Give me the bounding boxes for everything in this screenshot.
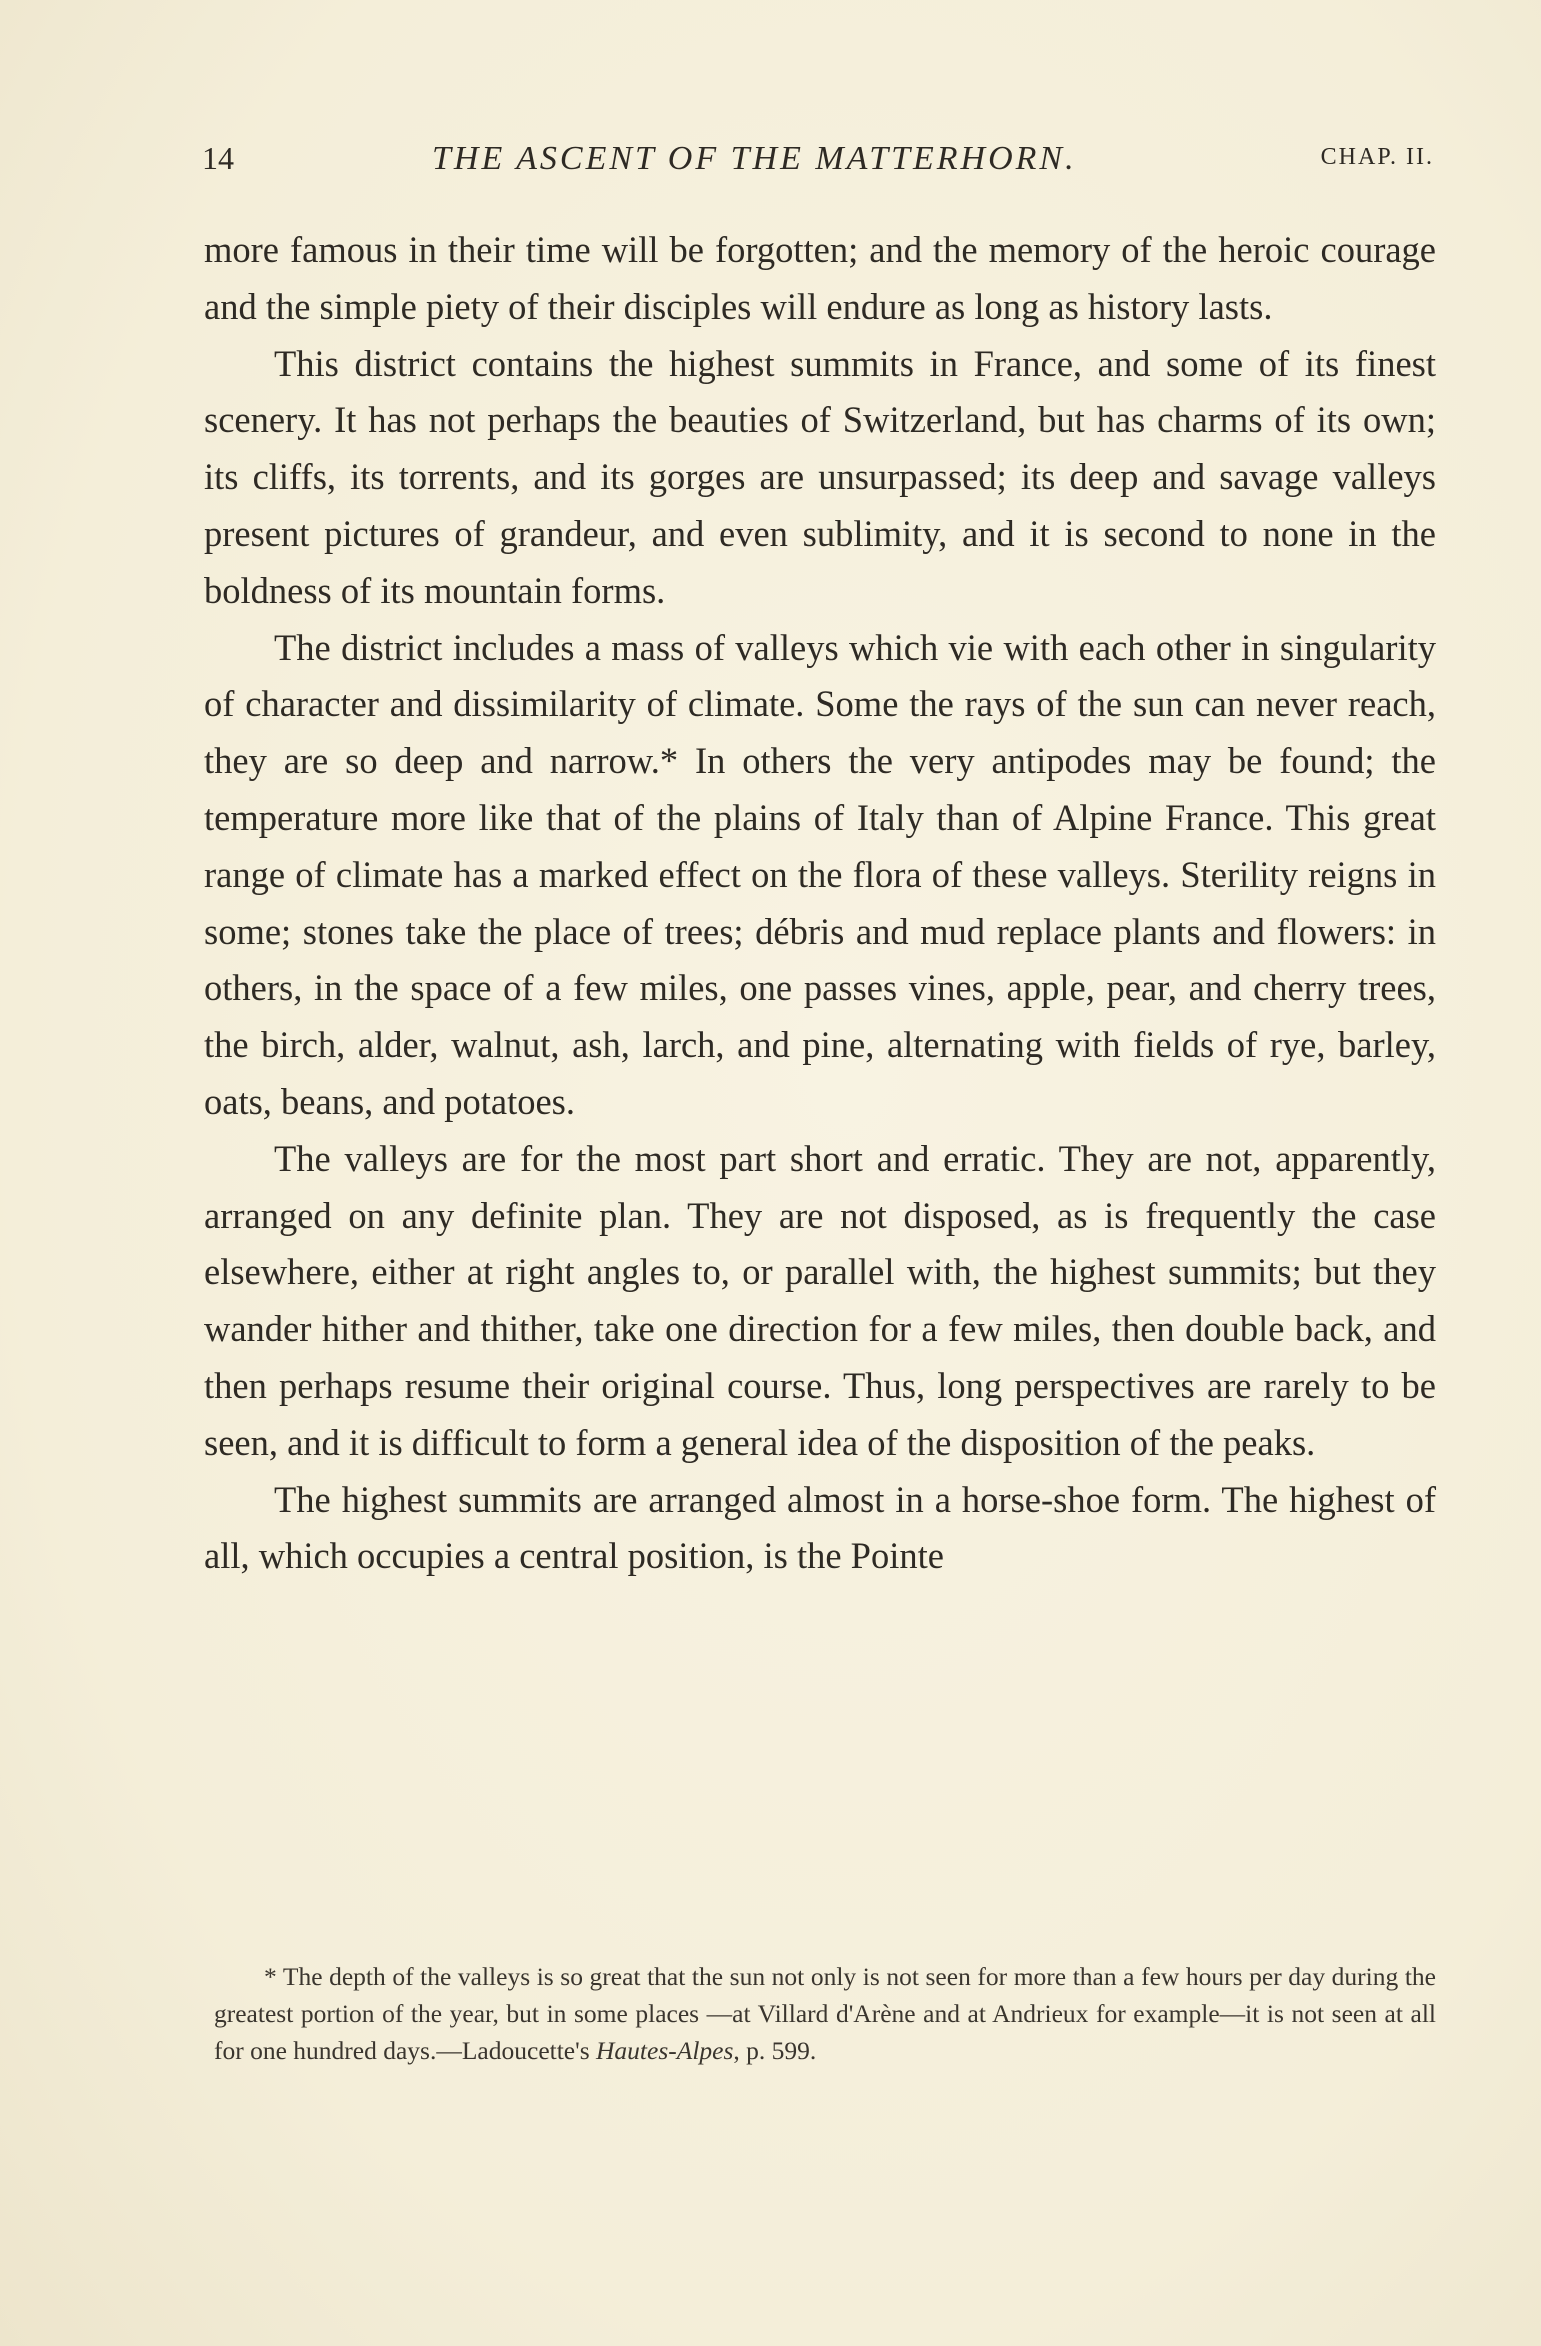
footnote-text: * The depth of the valleys is so great that the sun not only is not seen for more than a few hours per day during the greatest portion of the year, but in some places —at Villard d'Arène and at Andrieux for example—it is not seen at all for one hundred days.—Ladoucette's — [214, 1962, 1436, 2065]
chapter-label: CHAP. II. — [1320, 144, 1434, 170]
running-title: THE ASCENT OF THE MATTERHORN. — [432, 140, 1077, 177]
page-header — [202, 140, 1434, 180]
paragraph-continued: more famous in their time will be forgotten; and the memory of the heroic courage and the simple piety of their disciples will endure as long as history lasts. — [204, 229, 1436, 327]
page-number: 14 — [202, 140, 234, 176]
body-text — [204, 222, 1436, 1585]
footnote — [214, 1958, 1436, 2069]
footnote-page-ref: , p. 599. — [733, 2036, 817, 2065]
paragraph: The valleys are for the most part short and erratic. They are not, apparently, arranged on any definite plan. They are not disposed, as is frequently the case elsewhere, either at right angles to, or parallel with, the highest summits; but they wander hither and thither, take one direction for a few miles, then double back, and then perhaps resume their original course. Thus, long perspectives are rarely to be seen, and it is difficult to form a general idea of the disposition of the peaks. — [204, 1137, 1436, 1463]
paragraph: The highest summits are arranged almost in a horse-shoe form. The highest of all, which occupies a central position, is the Pointe — [204, 1478, 1436, 1577]
paragraph: The district includes a mass of valleys which vie with each other in singularity of character and dissimilarity of climate. Some the rays of the sun can never reach, they are so deep and narrow.* In others the very antipodes may be found; the temperature more like that of the plains of Italy than of Alpine France. This great range of climate has a marked effect on the flora of these valleys. Sterility reigns in some; stones take the place of trees; débris and mud replace plants and flowers: in others, in the space of a few miles, one passes vines, apple, pear, and cherry trees, the birch, alder, walnut, ash, larch, and pine, alternating with fields of rye, barley, oats, beans, and potatoes. — [204, 626, 1436, 1122]
footnote-source-title: Hautes-Alpes — [596, 2036, 734, 2065]
paragraph: This district contains the highest summits in France, and some of its finest scenery. It has not perhaps the beauties of Switzerland, but has charms of its own; its cliffs, its torrents, and its gorges are unsurpassed; its deep and savage valleys present pictures of grandeur, and even sublimity, and it is second to none in the boldness of its mountain forms. — [204, 342, 1436, 611]
